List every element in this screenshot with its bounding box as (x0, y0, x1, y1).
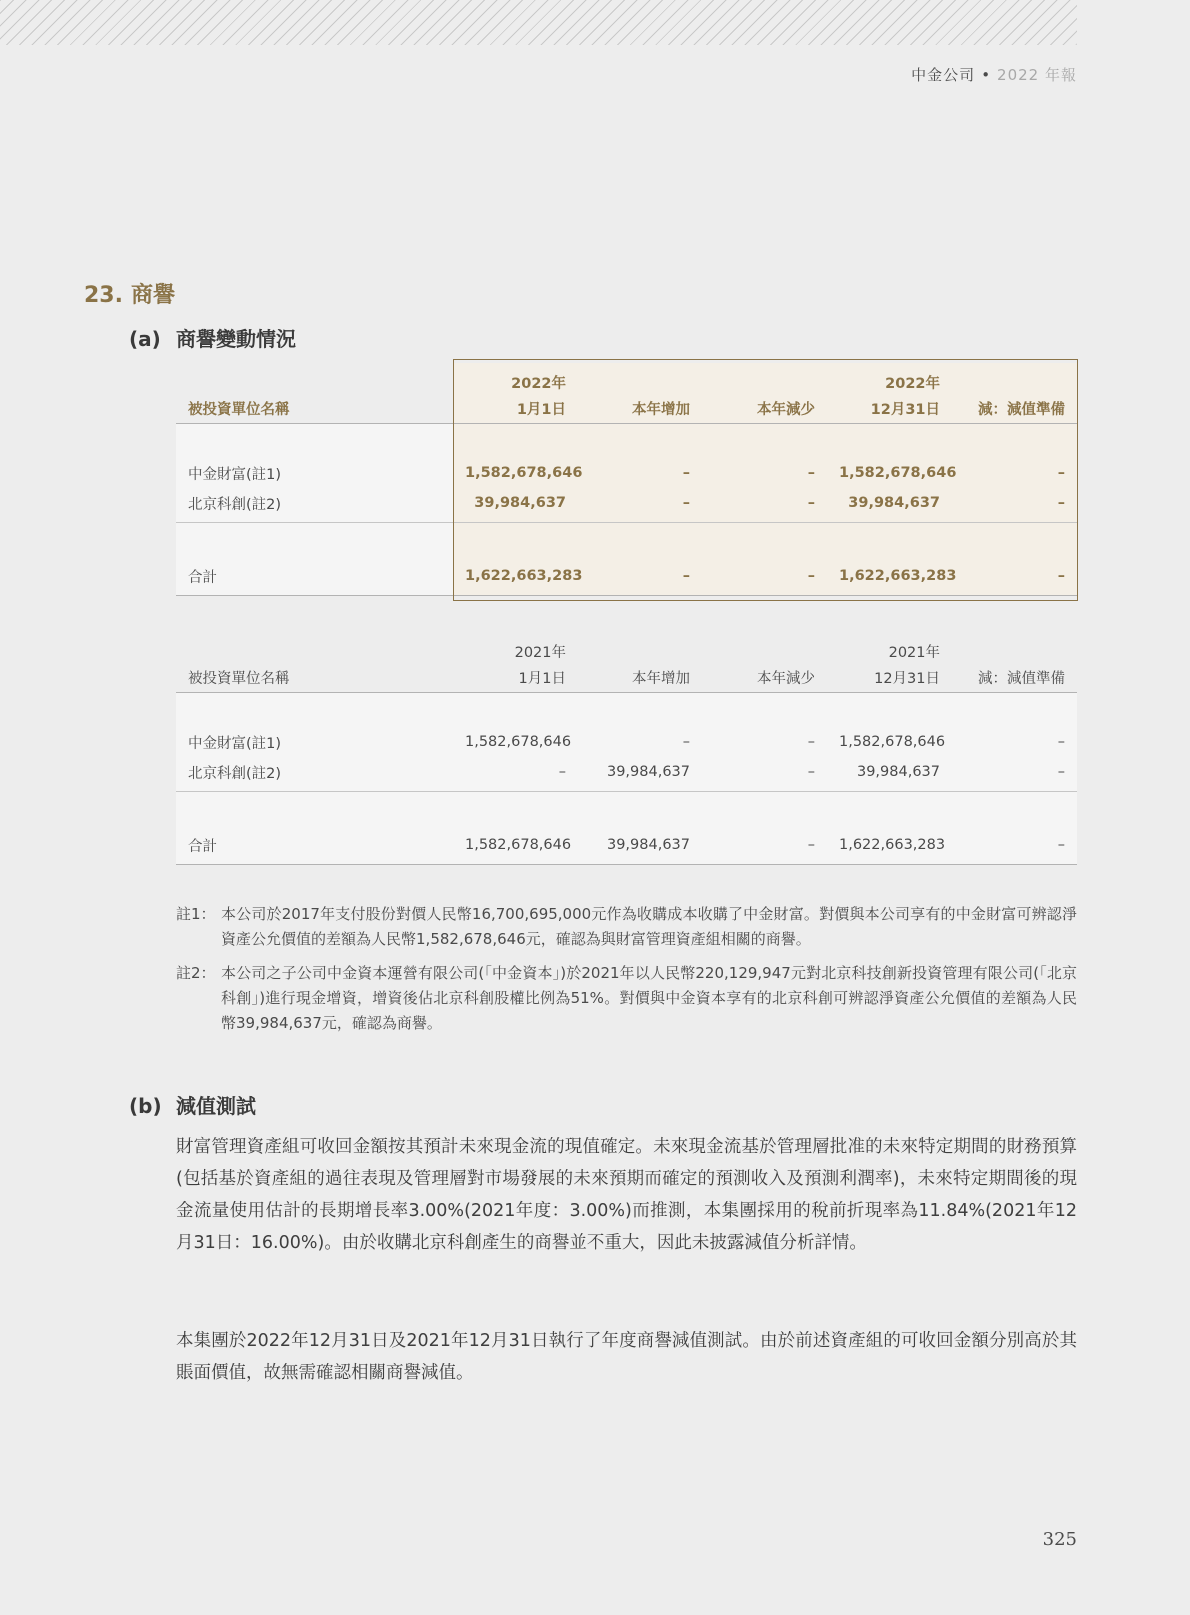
col-open-year: 2022年 (453, 363, 578, 393)
goodwill-table-2021 (176, 632, 1077, 865)
table-row (176, 727, 1077, 757)
total-impairment: – (952, 557, 1077, 596)
table-notes (176, 902, 1077, 1045)
total-open: 1,582,678,646 (453, 826, 578, 865)
table-header-row (176, 662, 1077, 693)
col-close-date: 12月31日 (827, 662, 952, 693)
row-increase: – (578, 488, 702, 523)
table-row (176, 757, 1077, 792)
row-increase: – (578, 727, 702, 757)
subsection-b-label: (b) (129, 1094, 162, 1118)
subsection-a-title: 商譽變動情況 (176, 327, 296, 351)
row-close: 1,582,678,646 (827, 727, 952, 757)
row-impairment: – (952, 458, 1077, 488)
row-name: 北京科創(註2) (176, 488, 453, 523)
row-increase: 39,984,637 (578, 757, 702, 792)
row-decrease: – (702, 458, 827, 488)
col-open-date: 1月1日 (453, 662, 578, 693)
table-row (176, 458, 1077, 488)
note-item (176, 961, 1077, 1036)
total-decrease: – (702, 826, 827, 865)
row-name: 北京科創(註2) (176, 757, 453, 792)
impairment-paragraph-2: 本集團於2022年12月31日及2021年12月31日執行了年度商譽減值測試。由於前述資產組的可收回金額分別高於其賬面價值，故無需確認相關商譽減值。 (176, 1331, 1077, 1383)
report-title: 2022 年報 (997, 66, 1077, 84)
note-text: 本公司之子公司中金資本運營有限公司(「中金資本」)於2021年以人民幣220,129,947元對北京科技創新投資管理有限公司(「北京科創」)進行現金增資，增資後佔北京科創股權比例為51%。對價與中金資本享有的北京科創可辨認淨資產公允價值的差額為人民幣39,984,637元，確認為商譽。 (221, 964, 1077, 1032)
header-hatch-band (0, 0, 1077, 45)
total-close: 1,622,663,283 (827, 557, 952, 596)
row-impairment: – (952, 727, 1077, 757)
col-close-year: 2021年 (888, 645, 940, 661)
note-key: 註1： (176, 905, 216, 923)
total-increase: 39,984,637 (578, 826, 702, 865)
section-title: 商譽 (130, 283, 175, 308)
col-open-date: 1月1日 (453, 393, 578, 424)
col-decrease-header: 本年減少 (702, 662, 827, 693)
table-total-row (176, 557, 1077, 596)
section-number: 23. (84, 283, 123, 308)
section-heading (84, 278, 175, 309)
total-impairment: – (952, 826, 1077, 865)
table-header-row (176, 393, 1077, 424)
col-close-date: 12月31日 (827, 393, 952, 424)
subsection-b-title: 減值測試 (176, 1094, 256, 1118)
col-impairment-header: 減：減值準備 (952, 662, 1077, 693)
row-open: 39,984,637 (453, 488, 578, 523)
note-text: 本公司於2017年支付股份對價人民幣16,700,695,000元作為收購成本收購了中金財富。對價與本公司享有的中金財富可辨認淨資產公允價值的差額為人民幣1,582,678,646元，確認為與財富管理資產組相關的商譽。 (221, 905, 1077, 948)
row-name: 中金財富(註1) (176, 727, 453, 757)
col-impairment-header: 減：減值準備 (952, 393, 1077, 424)
total-decrease: – (702, 557, 827, 596)
row-impairment: – (952, 488, 1077, 523)
row-decrease: – (702, 488, 827, 523)
row-increase: – (578, 458, 702, 488)
row-close: 39,984,637 (827, 488, 952, 523)
col-name-header: 被投資單位名稱 (176, 393, 453, 424)
row-close: 39,984,637 (827, 757, 952, 792)
row-open: 1,582,678,646 (453, 458, 578, 488)
total-increase: – (578, 557, 702, 596)
running-header (911, 64, 1077, 85)
subsection-a-heading (129, 323, 296, 352)
col-decrease-header: 本年減少 (702, 393, 827, 424)
total-open: 1,622,663,283 (453, 557, 578, 596)
col-name-header: 被投資單位名稱 (176, 662, 453, 693)
table-header-row (176, 632, 1077, 662)
total-name: 合計 (176, 557, 453, 596)
row-decrease: – (702, 757, 827, 792)
row-close: 1,582,678,646 (827, 458, 952, 488)
impairment-paragraph-1: 財富管理資產組可收回金額按其預計未來現金流的現值確定。未來現金流基於管理層批准的未來特定期間的財務預算(包括基於資產組的過往表現及管理層對市場發展的未來預期而確定的預測收入及預測利潤率)，未來特定期間後的現金流量使用估計的長期增長率3.00%(2021年度：3.00%)而推測，本集團採用的稅前折現率為11.84%(2021年12月31日：16.00%)。由於收購北京科創產生的商譽並不重大，因此未披露減值分析詳情。 (176, 1137, 1077, 1253)
col-increase-header: 本年增加 (578, 393, 702, 424)
row-decrease: – (702, 727, 827, 757)
table-row (176, 488, 1077, 523)
row-name: 中金財富(註1) (176, 458, 453, 488)
col-increase-header: 本年增加 (578, 662, 702, 693)
header-separator: • (981, 66, 992, 84)
row-impairment: – (952, 757, 1077, 792)
company-name: 中金公司 (911, 66, 976, 84)
table-total-row (176, 826, 1077, 865)
row-open: – (453, 757, 578, 792)
col-close-year: 2022年 (827, 363, 952, 393)
subsection-b-heading (129, 1090, 256, 1119)
note-key: 註2： (176, 964, 216, 982)
total-close: 1,622,663,283 (827, 826, 952, 865)
goodwill-table-2022 (176, 363, 1077, 596)
col-open-year: 2021年 (514, 645, 566, 661)
row-open: 1,582,678,646 (453, 727, 578, 757)
note-item (176, 902, 1077, 952)
table-header-row (176, 363, 1077, 393)
page-number: 325 (1042, 1529, 1077, 1550)
total-name: 合計 (176, 826, 453, 865)
subsection-a-label: (a) (129, 327, 161, 351)
